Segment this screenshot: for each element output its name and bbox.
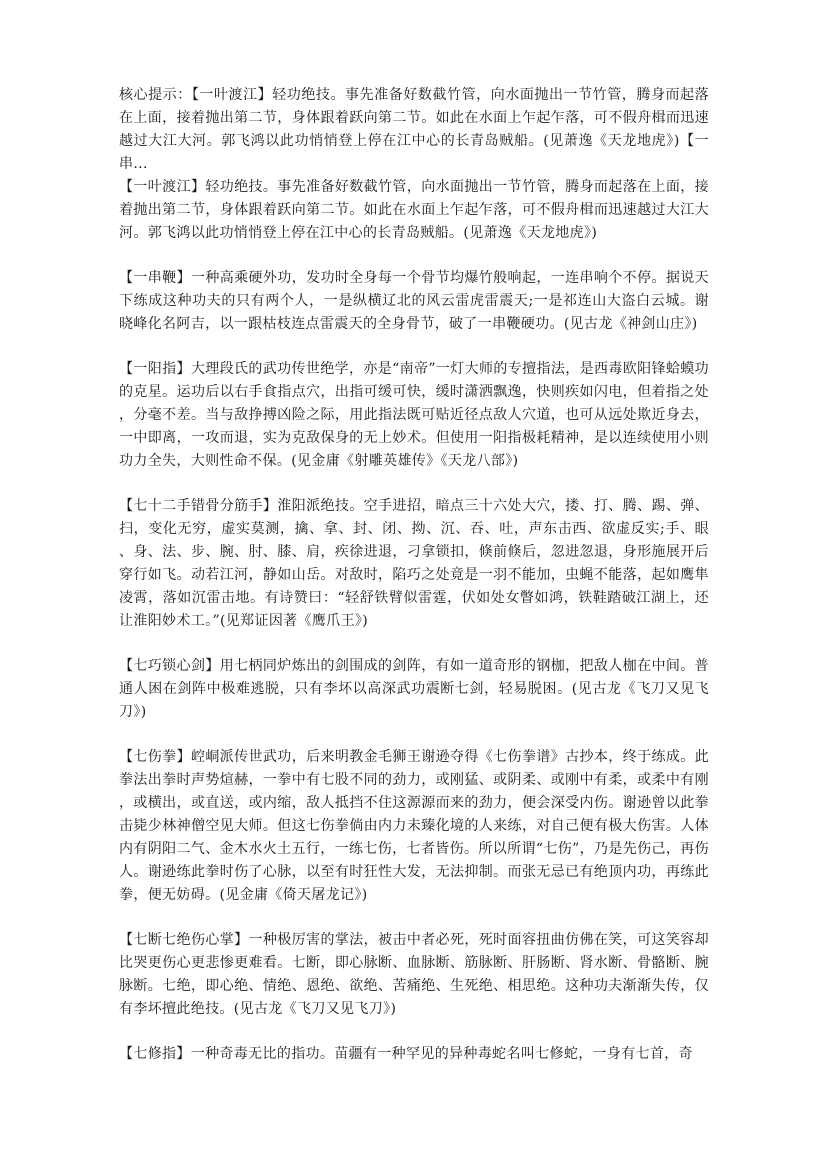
entry-qi-xiu-zhi: 【七修指】一种奇毒无比的指功。苗疆有一种罕见的异种毒蛇名叫七修蛇，一身有七首，奇 (119, 1046, 693, 1062)
entry-yi-yang-zhi: 【一阳指】大理段氏的武功传世绝学，亦是“南帝”一灯大师的专擅指法，是西毒欧阳锋蛤蟆功的克星。运功后以右手食指点穴，出指可缓可快，缓时潇洒飘逸，快则疾如闪电，但着指之处，分毫不差。当与敌挣搏凶险之际，用此指法既可贴近径点敌人穴道，也可从远处欺近身去，一中即离，一攻而退，实为克敌保身的无上妙术。但使用一阳指极耗精神，是以连续使用小则功力全失，大则性命不保。(见金庸《射雕英雄传》《天龙八部》) (119, 361, 709, 469)
summary-paragraph: 核心提示：【一叶渡江】轻功绝技。事先准备好数截竹管，向水面抛出一节竹管，腾身而起落在上面，接着抛出第二节，身体跟着跃向第二节。如此在水面上乍起乍落，可不假舟楫而迅速越过大江大河。郭飞鸿以此功悄悄登上停在江中心的长青岛贼船。(见萧逸《天龙地虎》)【一串... (119, 87, 709, 172)
document-page (119, 84, 709, 1066)
entry-qi-shi-er-shou: 【七十二手错骨分筋手】淮阳派绝技。空手进招，暗点三十六处大穴，搂、打、腾、踢、弹、扫，变化无穷，虚实莫测，擒、拿、封、闭、拗、沉、吞、吐，声东击西、欲虚反实;手、眼、身、法、步、腕、肘、膝、肩，疾徐进退，刁拿锁扣，倏前倏后，忽进忽退，身形施展开后穿行如飞。动若江河，静如山岳。对敌时，陷巧之处竟是一羽不能加，虫蝇不能落，起如鹰隼凌霄，落如沉雷击地。有诗赞曰：“轻舒铁臂似雷霆，伏如处女瞥如鸿，铁鞋踏破江湖上，还让淮阳妙术工。”(见郑证因著《鹰爪王》) (119, 498, 709, 629)
entry-yi-ye-du-jiang: 【一叶渡江】轻功绝技。事先准备好数截竹管，向水面抛出一节竹管，腾身而起落在上面，接着抛出第二节，身体跟着跃向第二节。如此在水面上乍起乍落，可不假舟楫而迅速越过大江大河。郭飞鸿以此功悄悄登上停在江中心的长青岛贼船。(见萧逸《天龙地虎》) (119, 179, 709, 241)
entry-qi-qiao-suo-xin-jian: 【七巧锁心剑】用七柄同炉炼出的剑围成的剑阵，有如一道奇形的钢枷，把敌人枷在中间。普通人困在剑阵中极难逃脱，只有李坏以高深武功震断七剑，轻易脱困。(见古龙《飞刀又见飞刀》) (119, 658, 709, 720)
entry-qi-duan-qi-jue: 【七断七绝伤心掌】一种极厉害的掌法，被击中者必死，死时面容扭曲仿佛在笑，可这笑容却比哭更伤心更悲惨更难看。七断，即心脉断、血脉断、筋脉断、肝肠断、肾水断、骨骼断、腕脉断。七绝，即心绝、情绝、恩绝、欲绝、苦痛绝、生死绝、相思绝。这种功夫渐渐失传，仅有李坏擅此绝技。(见古龙《飞刀又见飞刀》) (119, 932, 709, 1017)
entry-qi-shang-quan: 【七伤拳】崆峒派传世武功，后来明教金毛狮王谢逊夺得《七伤拳谱》古抄本，终于练成。此拳法出拳时声势煊赫，一拳中有七股不同的劲力，或刚猛、或阴柔、或刚中有柔，或柔中有刚，或横出，或直送，或内缩，敌人抵挡不住这源源而来的劲力，便会深受内伤。谢逊曾以此拳击毙少林神僧空见大师。但这七伤拳倘由内力未臻化境的人来练，对自己便有极大伤害。人体内有阴阳二气、金木水火土五行，一练七伤，七者皆伤。所以所谓“七伤”，乃是先伤己，再伤人。谢逊练此拳时伤了心脉，以至有时狂性大发，无法抑制。而张无忌已有绝顶内功，再练此拳，便无妨碍。(见金庸《倚天屠龙记》) (119, 749, 709, 903)
entry-yi-chuan-bian: 【一串鞭】一种高乘硬外功，发功时全身每一个骨节均爆竹般响起，一连串响个不停。据说天下练成这种功夫的只有两个人，一是纵横辽北的风云雷虎雷震天;一是祁连山大盗白云城。谢晓峰化名阿吉，以一跟枯枝连点雷震天的全身骨节，破了一串鞭硬功。(见古龙《神剑山庄》) (119, 270, 709, 332)
